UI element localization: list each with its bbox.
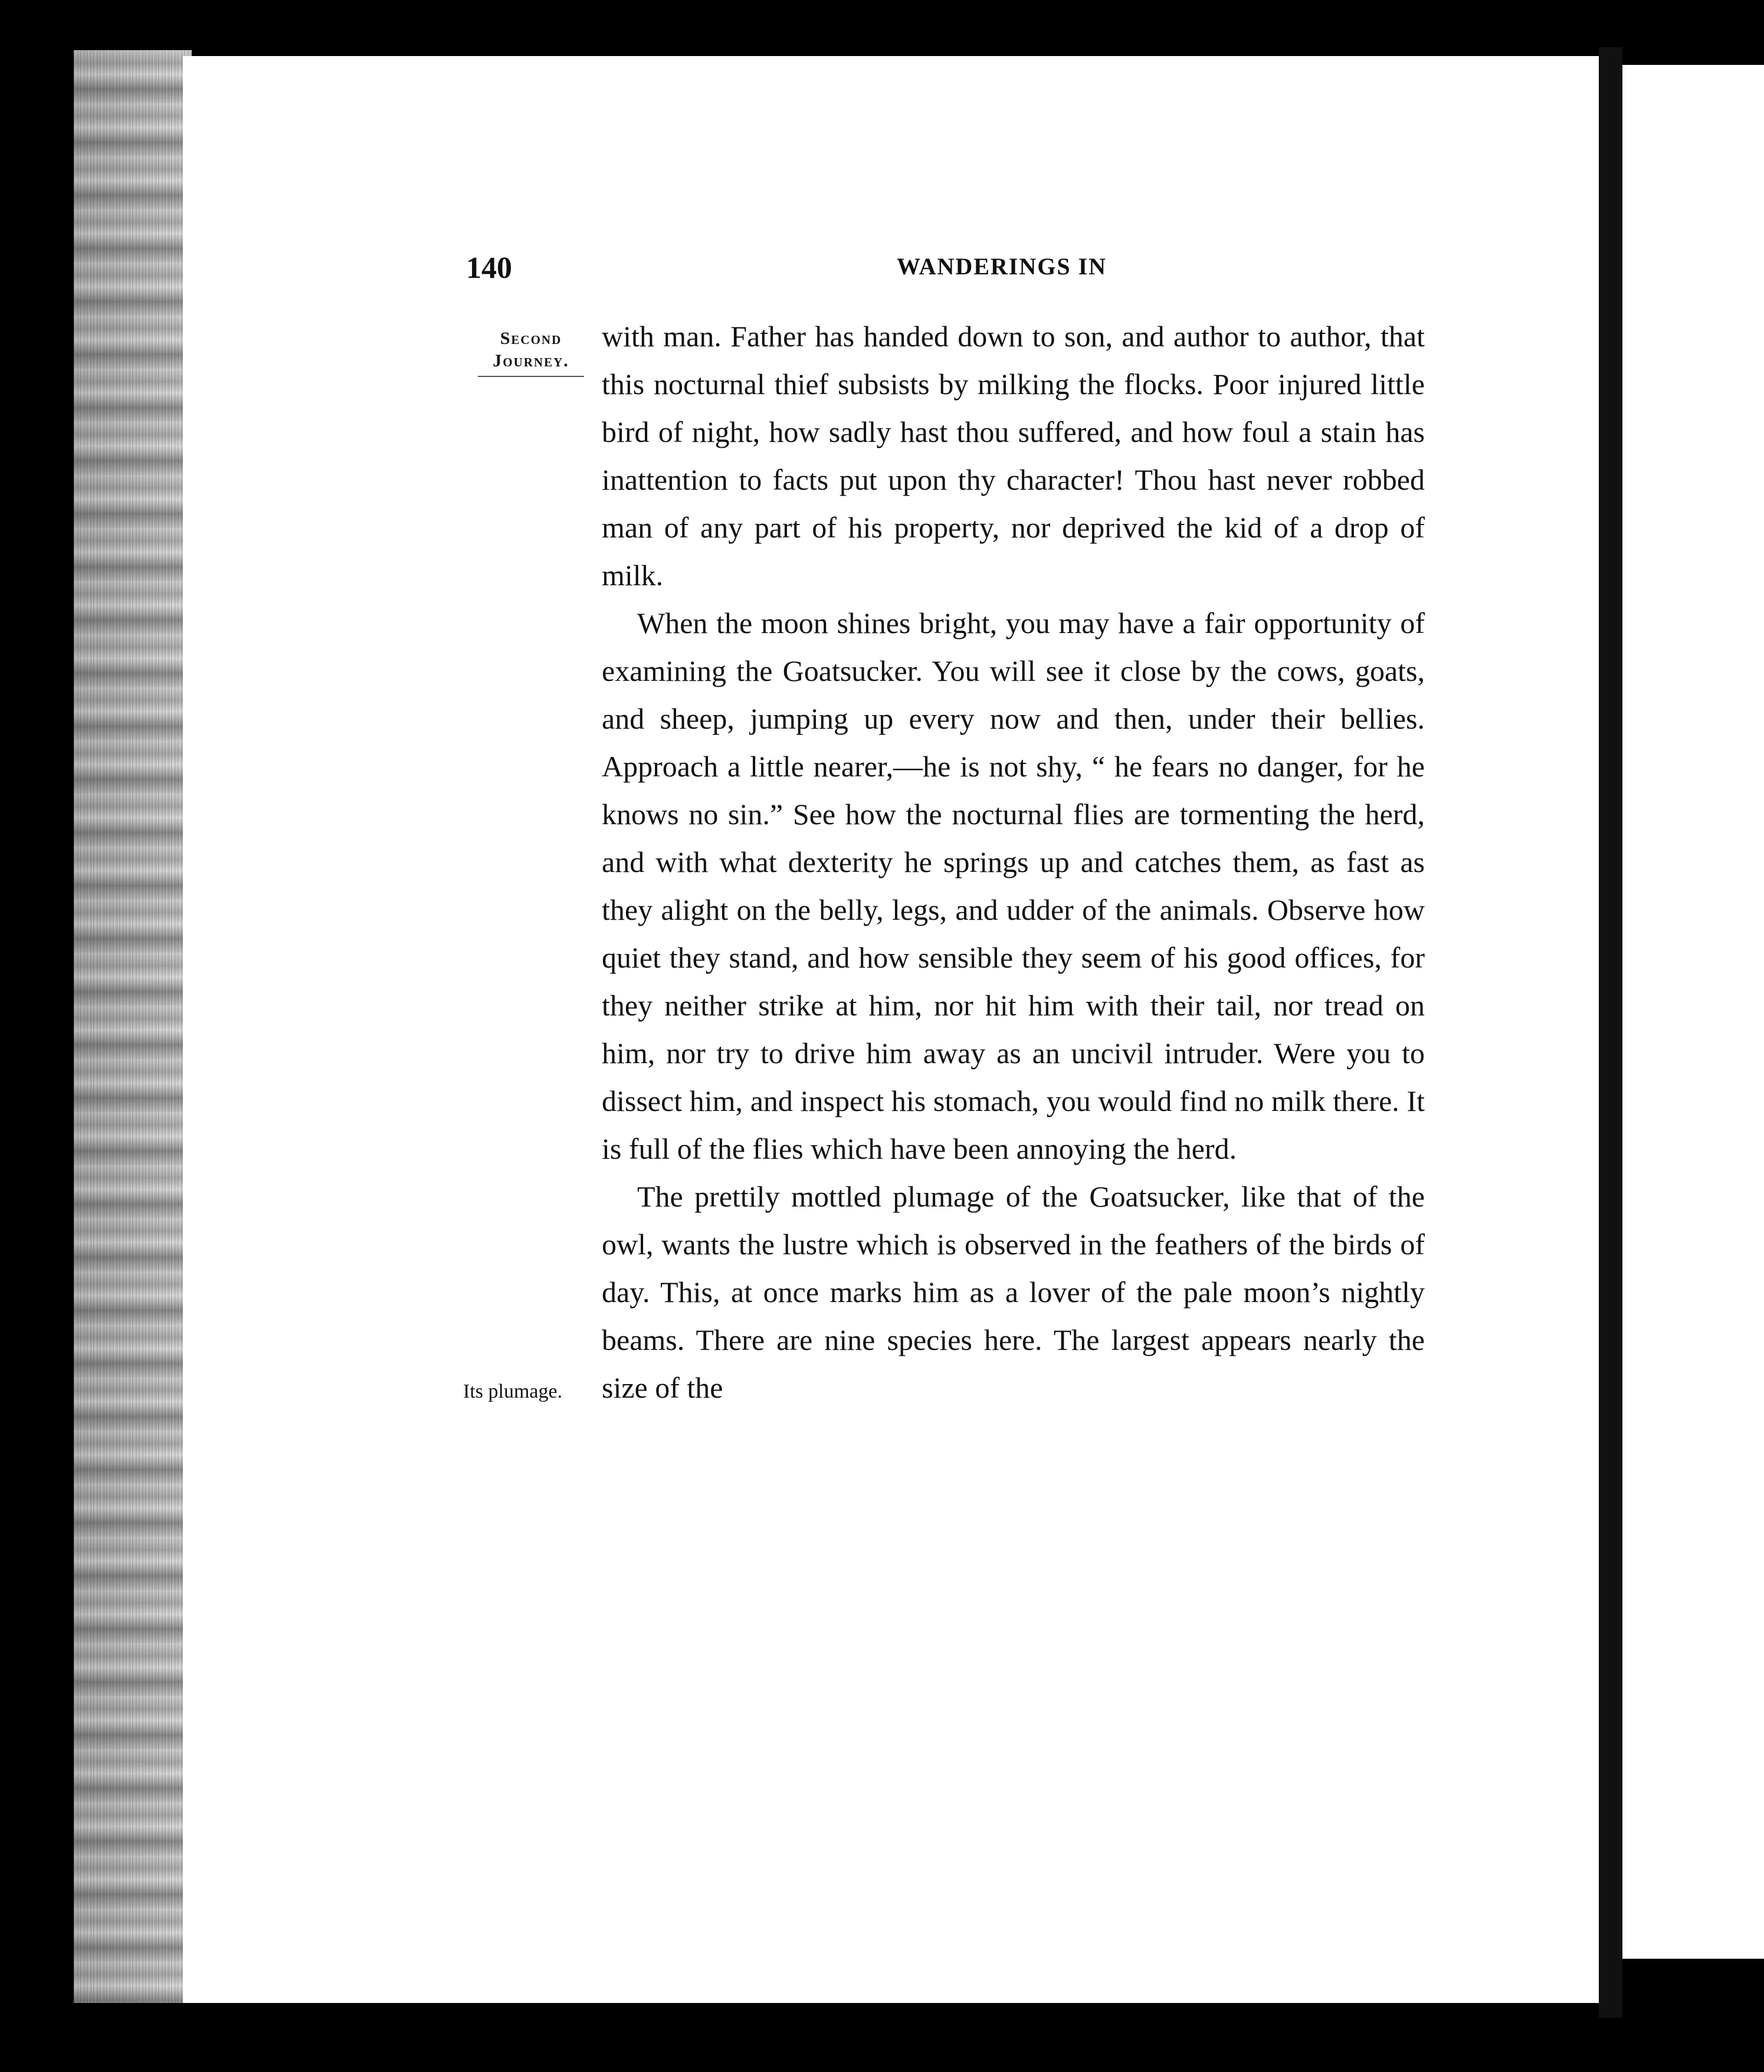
paragraph-plumage: The prettily mottled plumage of the Goatsucker, like that of the owl, wants the lustre which is observed in the feathers of the birds of day. This, at once marks him as a lover of the pale moon’s nightly beams. There are nine species here. The largest appears nearly the size of the [602,1180,1425,1404]
paragraph-moonlight: When the moon shines bright, you may have a fair opportunity of examining the Goatsucker. You will see it close by the cows, goats, and sheep, jumping up every now and then, under their bellies. Approach a little nearer,—he is not shy, “ he fears no danger, for he knows no sin.” See how the nocturnal flies are tormenting the herd, and with what dexterity he springs up and catches them, as fast as they alight on the belly, legs, and udder of the animals. Observe how quiet they stand, and how sensible they seem of his good offices, for they neither strike at him, nor hit him with their tail, nor tread on him, nor try to drive him away as an uncivil intruder. Were you to dissect him, and inspect his stomach, you would find no milk there. It is full of the flies which have been annoying the herd. [602,606,1425,1165]
sidenote-its-plumage: Its plumage. [463,1381,563,1402]
body-text [602,313,1425,1412]
scanner-clip-mark [0,1030,65,1083]
book-page-edges [74,50,192,2003]
running-title: WANDERINGS IN [897,253,1107,280]
book-gutter [1599,47,1622,2018]
facing-page-edge [1622,65,1764,1959]
sidenote-second-journey [472,327,590,377]
sidenote-rule [478,376,584,377]
paragraph-continuation: with man. Father has handed down to son, and author to author, that this nocturnal thief subsists by milking the flocks. Poor injured little bird of night, how sadly hast thou suffered, and how foul a stain has inattention to facts put upon thy character! Thou hast never robbed man of any part of his property, nor deprived the kid of a drop of milk. [602,320,1425,592]
page-number: 140 [466,251,512,285]
sidenote-journey-text: Second Journey. [493,329,569,371]
